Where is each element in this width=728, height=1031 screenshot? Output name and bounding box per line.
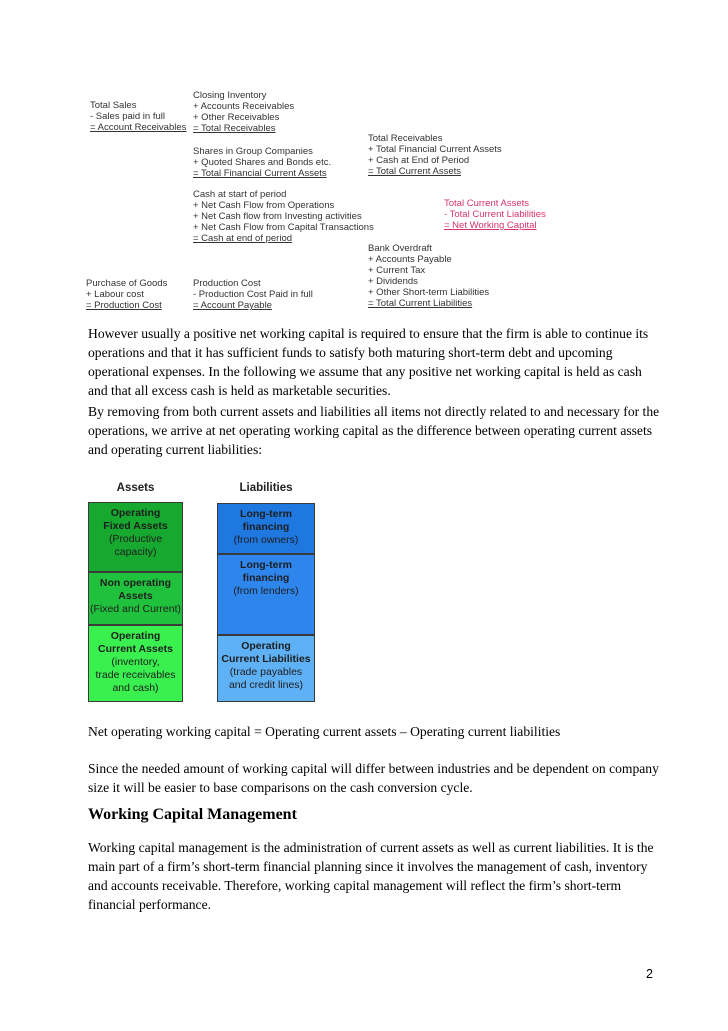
box-title: financing	[242, 572, 290, 584]
current-assets-formula	[368, 133, 502, 177]
formula-line: + Net Cash flow from Investing activities	[193, 211, 362, 222]
formula-line: Bank Overdraft	[368, 243, 432, 254]
formula-line: + Quoted Shares and Bonds etc.	[193, 157, 332, 168]
formula-line: - Production Cost Paid in full	[193, 289, 313, 300]
owner-financing-box	[217, 503, 315, 554]
box-title: Operating	[110, 507, 161, 519]
cash-formula	[193, 189, 374, 244]
box-subtitle: and cash)	[112, 682, 159, 694]
paragraph: However usually a positive net working capital is required to ensure that the firm is able to continue its operations and that it has sufficient funds to satisfy both maturing short-term debt and upcoming operational expenses. In the following we assume that any positive net working capital is held as cash and that all excess cash is held as marketable securities.	[88, 326, 649, 398]
box-subtitle: (from lenders)	[233, 585, 299, 597]
box-title: Current Liabilities	[221, 653, 311, 665]
formula-line: = Account Receivables	[90, 122, 187, 133]
formula-line: - Sales paid in full	[90, 111, 165, 122]
box-title: Current Assets	[98, 643, 173, 655]
formula-line: = Account Payable	[193, 300, 272, 311]
non-operating-assets-box	[88, 572, 183, 625]
box-subtitle: (inventory,	[111, 656, 160, 668]
box-title: Operating	[110, 630, 161, 642]
paragraph: By removing from both current assets and liabilities all items not directly related to and necessary for the operations, we arrive at net operating working capital as the difference between operating current assets and operating current liabilities:	[88, 404, 660, 457]
box-title: Assets	[118, 590, 153, 602]
lender-financing-box	[217, 554, 315, 635]
box-subtitle: capacity)	[114, 546, 157, 558]
box-subtitle: (Fixed and Current)	[89, 603, 182, 615]
box-subtitle: (from owners)	[233, 534, 299, 546]
box-title: Non operating	[99, 577, 172, 589]
box-title: Long-term	[240, 508, 292, 520]
formula-line: + Total Financial Current Assets	[368, 144, 502, 155]
net-working-capital-formula	[444, 198, 546, 231]
formula-line: Shares in Group Companies	[193, 146, 313, 157]
box-title: Fixed Assets	[103, 520, 168, 532]
formula-line: + Other Short-term Liabilities	[368, 287, 490, 298]
paragraph: Since the needed amount of working capital will differ between industries and be dependent on company size it will be easier to base comparisons on the cash conversion cycle.	[88, 761, 659, 795]
total-sales-formula	[90, 100, 186, 133]
formula-line: = Total Current Liabilities	[368, 298, 473, 309]
formula-paragraph: Net operating working capital = Operating current assets – Operating current liabilities	[88, 724, 561, 739]
formula-line: = Cash at end of period	[193, 233, 293, 244]
current-liabilities-formula	[368, 243, 489, 309]
formula-line: + Dividends	[368, 276, 418, 287]
paragraph: Working capital management is the administration of current assets as well as current liabilities. It is the main part of a firm’s short-term financial planning since it involves the management of cash, inventory and accounts receivable. Therefore, working capital management will reflect the firm’s short-term financial performance.	[88, 840, 654, 912]
operating-fixed-assets-box	[88, 502, 183, 572]
formula-line: Total Receivables	[368, 133, 443, 144]
formula-line: + Net Cash Flow from Capital Transactions	[193, 222, 374, 233]
section-heading: Working Capital Management	[88, 806, 297, 823]
box-subtitle: (trade payables	[229, 666, 303, 678]
box-subtitle: (Productive	[108, 533, 163, 545]
formula-line: Total Sales	[90, 100, 137, 111]
formula-line: + Accounts Receivables	[193, 101, 295, 112]
account-payable-formula	[193, 278, 313, 311]
formula-line: + Current Tax	[368, 265, 426, 276]
formula-line: Closing Inventory	[193, 90, 267, 101]
formula-line: = Net Working Capital	[444, 220, 537, 231]
formula-line: + Accounts Payable	[368, 254, 452, 265]
formula-line: Production Cost	[193, 278, 261, 289]
financial-assets-formula	[193, 146, 331, 179]
formula-line: = Total Financial Current Assets	[193, 168, 327, 179]
box-subtitle: and credit lines)	[228, 679, 304, 691]
formula-line: Cash at start of period	[193, 189, 287, 200]
formula-line: Purchase of Goods	[86, 278, 168, 289]
page-number: 2	[646, 967, 653, 981]
box-title: Long-term	[240, 559, 292, 571]
operating-current-assets-box	[88, 625, 183, 702]
formula-line: = Production Cost	[86, 300, 162, 311]
formula-line: = Total Current Assets	[368, 166, 462, 177]
purchase-formula	[86, 278, 167, 311]
operating-current-liabilities-box	[217, 635, 315, 702]
total-receivables-formula	[193, 90, 294, 134]
liabilities-header: Liabilities	[239, 482, 293, 494]
box-title: Operating	[241, 640, 291, 652]
box-subtitle: trade receivables	[95, 669, 176, 681]
formula-line: + Other Receivables	[193, 112, 280, 123]
formula-line: + Cash at End of Period	[368, 155, 470, 166]
assets-header: Assets	[116, 482, 155, 494]
formula-line: - Total Current Liabilities	[444, 209, 546, 220]
formula-line: Total Current Assets	[444, 198, 530, 209]
formula-line: + Labour cost	[86, 289, 144, 300]
formula-line: = Total Receivables	[193, 123, 276, 134]
box-title: financing	[242, 521, 290, 533]
formula-line: + Net Cash Flow from Operations	[193, 200, 335, 211]
